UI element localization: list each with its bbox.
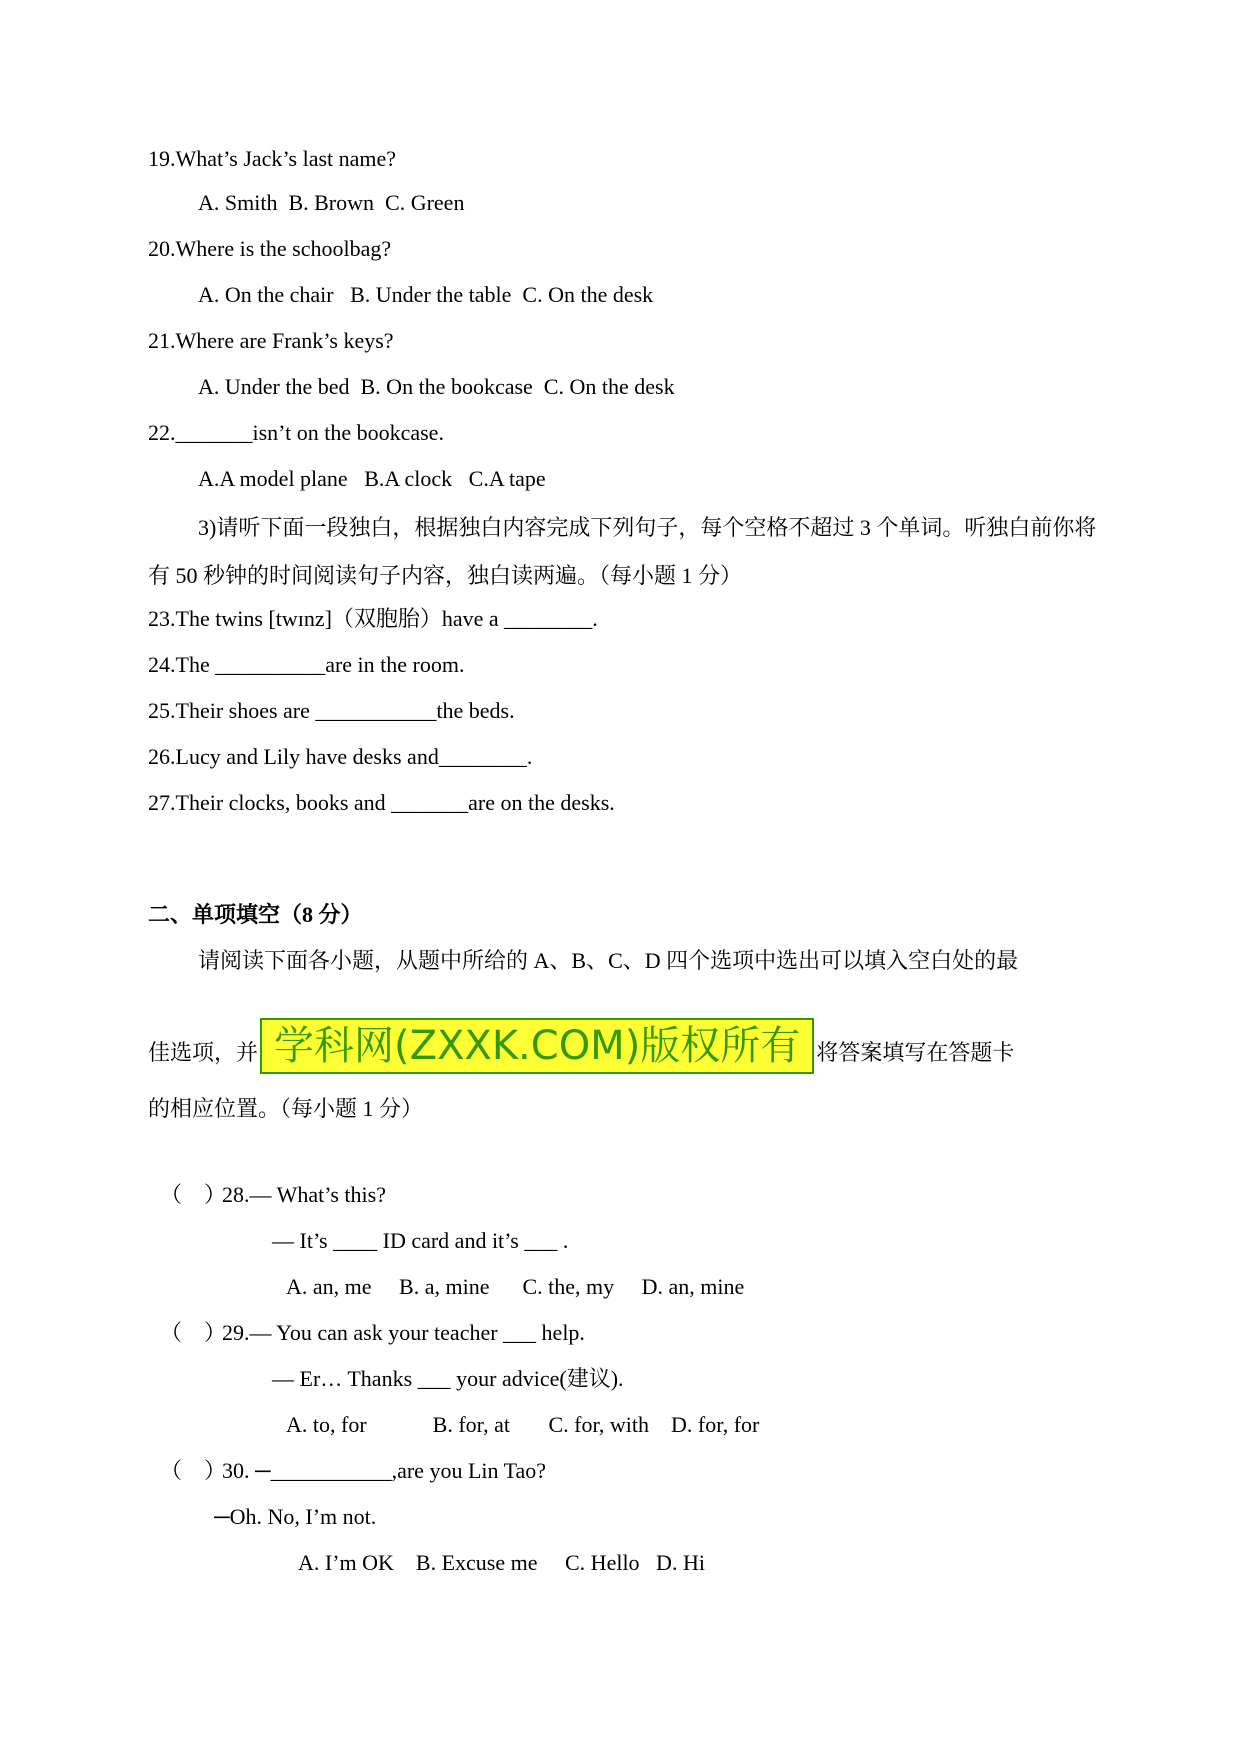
question-28-options: A. an, me B. a, mine C. the, my D. an, mine	[286, 1274, 745, 1299]
question-19: 19.What’s Jack’s last name?	[148, 146, 397, 171]
question-29-dialogue: — Er… Thanks ___ your advice(建议).	[272, 1366, 624, 1391]
question-20-options: A. On the chair B. Under the table C. On the desk	[198, 282, 654, 307]
question-21: 21.Where are Frank’s keys?	[148, 328, 394, 353]
section2-instruction-line1: 请阅读下面各小题，从题中所给的 A、B、C、D 四个选项中选出可以填入空白处的最	[198, 948, 1019, 973]
question-24: 24.The __________are in the room.	[148, 652, 465, 677]
question-23: 23.The twins [twɪnz]（双胞胎）have a ________.	[148, 606, 598, 631]
section2-instruction-line2	[148, 1010, 1014, 1068]
answer-bracket: （ ）	[160, 1182, 227, 1207]
instruction-pre-text: 佳选项，并	[148, 1040, 259, 1065]
question-22: 22._______isn’t on the bookcase.	[148, 420, 444, 445]
question-29-options: A. to, for B. for, at C. for, with D. for, for	[286, 1412, 760, 1437]
question-27: 27.Their clocks, books and _______are on the desks.	[148, 790, 615, 815]
answer-bracket: （ ）	[160, 1320, 227, 1345]
question-29: 29.— You can ask your teacher ___ help.	[222, 1320, 585, 1345]
question-28-dialogue: — It’s ____ ID card and it’s ___ .	[272, 1228, 569, 1253]
question-30-options: A. I’m OK B. Excuse me C. Hello D. Hi	[298, 1550, 705, 1575]
instruction-post-text: 将答案填写在答题卡	[816, 1040, 1015, 1065]
section-heading: 二、单项填空（8 分）	[148, 902, 363, 927]
part3-instruction: 3)请听下面一段独白，根据独白内容完成下列句子，每个空格不超过 3 个单词。听独白前你将有 50 秒钟的时间阅读句子内容，独白读两遍。（每小题 1 分）	[148, 515, 1097, 588]
watermark-banner: 学科网(ZXXK.COM)版权所有	[260, 1018, 814, 1074]
question-30-dialogue: ─Oh. No, I’m not.	[214, 1504, 377, 1529]
question-26: 26.Lucy and Lily have desks and________.	[148, 744, 533, 769]
question-25: 25.Their shoes are ___________the beds.	[148, 698, 515, 723]
question-22-options: A.A model plane B.A clock C.A tape	[198, 466, 546, 491]
question-21-options: A. Under the bed B. On the bookcase C. On the desk	[198, 374, 675, 399]
question-19-options: A. Smith B. Brown C. Green	[198, 190, 465, 215]
question-28: 28.— What’s this?	[222, 1182, 386, 1207]
question-30: 30. ─___________,are you Lin Tao?	[222, 1458, 547, 1483]
section2-instruction-line3: 的相应位置。（每小题 1 分）	[148, 1096, 424, 1121]
question-20: 20.Where is the schoolbag?	[148, 236, 392, 261]
answer-bracket: （ ）	[160, 1458, 227, 1483]
